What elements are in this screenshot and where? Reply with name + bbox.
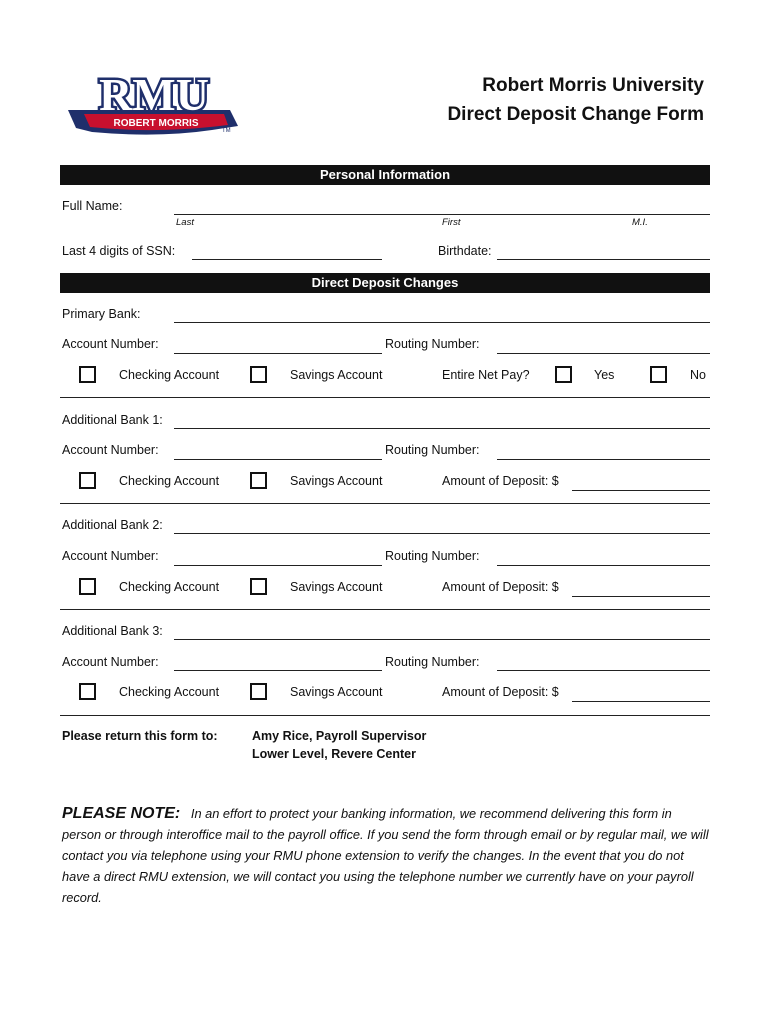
logo-ribbon-text: ROBERT MORRIS	[113, 118, 199, 129]
entire-net-pay-no-label: No	[690, 368, 706, 382]
primary-account-number-field[interactable]	[174, 353, 382, 354]
bank-2-checking-label: Checking Account	[119, 580, 220, 594]
additional-bank-2-label: Additional Bank 2:	[62, 518, 163, 532]
bank-3-account-number-label: Account Number:	[62, 655, 159, 669]
primary-checking-checkbox[interactable]	[79, 366, 96, 383]
return-contact-name: Amy Rice, Payroll Supervisor	[252, 729, 427, 743]
additional-bank-1-label: Additional Bank 1:	[62, 413, 163, 427]
ssn-field[interactable]	[192, 259, 382, 260]
bank-1-account-number-field[interactable]	[174, 459, 382, 460]
primary-bank-field[interactable]	[174, 322, 710, 323]
bank-2-savings-label: Savings Account	[290, 580, 383, 594]
bank-3-routing-number-label: Routing Number:	[385, 655, 480, 669]
deposit-section-header: Direct Deposit Changes	[60, 273, 710, 293]
form-title-university: Robert Morris University	[482, 75, 704, 96]
entire-net-pay-no-checkbox[interactable]	[650, 366, 667, 383]
section-divider	[60, 503, 710, 504]
primary-routing-number-label: Routing Number:	[385, 337, 480, 351]
middle-initial-caption: M.I.	[632, 217, 648, 228]
primary-account-number-label: Account Number:	[62, 337, 159, 351]
privacy-note	[62, 803, 714, 908]
bank-3-savings-checkbox[interactable]	[250, 683, 267, 700]
bank-2-checking-checkbox[interactable]	[79, 578, 96, 595]
logo-tm: TM	[222, 128, 231, 134]
bank-3-checking-label: Checking Account	[119, 685, 220, 699]
personal-section-header: Personal Information	[60, 165, 710, 185]
bank-3-amount-label: Amount of Deposit: $	[442, 685, 559, 699]
bank-2-savings-checkbox[interactable]	[250, 578, 267, 595]
entire-net-pay-yes-checkbox[interactable]	[555, 366, 572, 383]
last-name-caption: Last	[176, 217, 194, 228]
bank-2-amount-label: Amount of Deposit: $	[442, 580, 559, 594]
birthdate-field[interactable]	[497, 259, 710, 260]
bank-2-routing-number-field[interactable]	[497, 565, 710, 566]
primary-checking-label: Checking Account	[119, 368, 220, 382]
additional-bank-3-field[interactable]	[174, 639, 710, 640]
primary-routing-number-field[interactable]	[497, 353, 710, 354]
full-name-field[interactable]	[174, 214, 710, 215]
bank-2-amount-field[interactable]	[572, 596, 710, 597]
rmu-logo	[62, 70, 246, 142]
bank-1-routing-number-field[interactable]	[497, 459, 710, 460]
additional-bank-2-field[interactable]	[174, 533, 710, 534]
bank-3-account-number-field[interactable]	[174, 670, 382, 671]
additional-bank-1-field[interactable]	[174, 428, 710, 429]
bank-3-amount-field[interactable]	[572, 701, 710, 702]
primary-savings-checkbox[interactable]	[250, 366, 267, 383]
bank-3-savings-label: Savings Account	[290, 685, 383, 699]
bank-1-savings-label: Savings Account	[290, 474, 383, 488]
section-divider	[60, 609, 710, 610]
logo-letters: RMU	[99, 70, 209, 120]
bank-1-checking-checkbox[interactable]	[79, 472, 96, 489]
bank-1-account-number-label: Account Number:	[62, 443, 159, 457]
full-name-label: Full Name:	[62, 199, 123, 213]
bank-2-account-number-field[interactable]	[174, 565, 382, 566]
primary-bank-label: Primary Bank:	[62, 307, 141, 321]
bank-1-routing-number-label: Routing Number:	[385, 443, 480, 457]
form-title-name: Direct Deposit Change Form	[447, 104, 704, 125]
bank-2-account-number-label: Account Number:	[62, 549, 159, 563]
additional-bank-3-label: Additional Bank 3:	[62, 624, 163, 638]
section-divider	[60, 397, 710, 398]
bank-1-checking-label: Checking Account	[119, 474, 220, 488]
bank-3-checking-checkbox[interactable]	[79, 683, 96, 700]
first-name-caption: First	[442, 217, 461, 228]
section-divider	[60, 715, 710, 716]
entire-net-pay-yes-label: Yes	[594, 368, 615, 382]
note-heading: PLEASE NOTE:	[62, 805, 181, 822]
return-contact-location: Lower Level, Revere Center	[252, 747, 416, 761]
bank-1-amount-label: Amount of Deposit: $	[442, 474, 559, 488]
bank-1-savings-checkbox[interactable]	[250, 472, 267, 489]
primary-savings-label: Savings Account	[290, 368, 383, 382]
ssn-label: Last 4 digits of SSN:	[62, 244, 176, 258]
bank-1-amount-field[interactable]	[572, 490, 710, 491]
bank-2-routing-number-label: Routing Number:	[385, 549, 480, 563]
birthdate-label: Birthdate:	[438, 244, 492, 258]
return-label: Please return this form to:	[62, 729, 218, 743]
note-body: In an effort to protect your banking information, we recommend delivering this form in person or through interoffice mail to the payroll office. If you send the form through email or by regular mail, we will contact you via telephone using your RMU phone extension to verify the changes. In the event that you do not have a direct RMU extension, we will contact you using the telephone number we currently have on your payroll record.	[62, 806, 709, 905]
bank-3-routing-number-field[interactable]	[497, 670, 710, 671]
entire-net-pay-label: Entire Net Pay?	[442, 368, 530, 382]
